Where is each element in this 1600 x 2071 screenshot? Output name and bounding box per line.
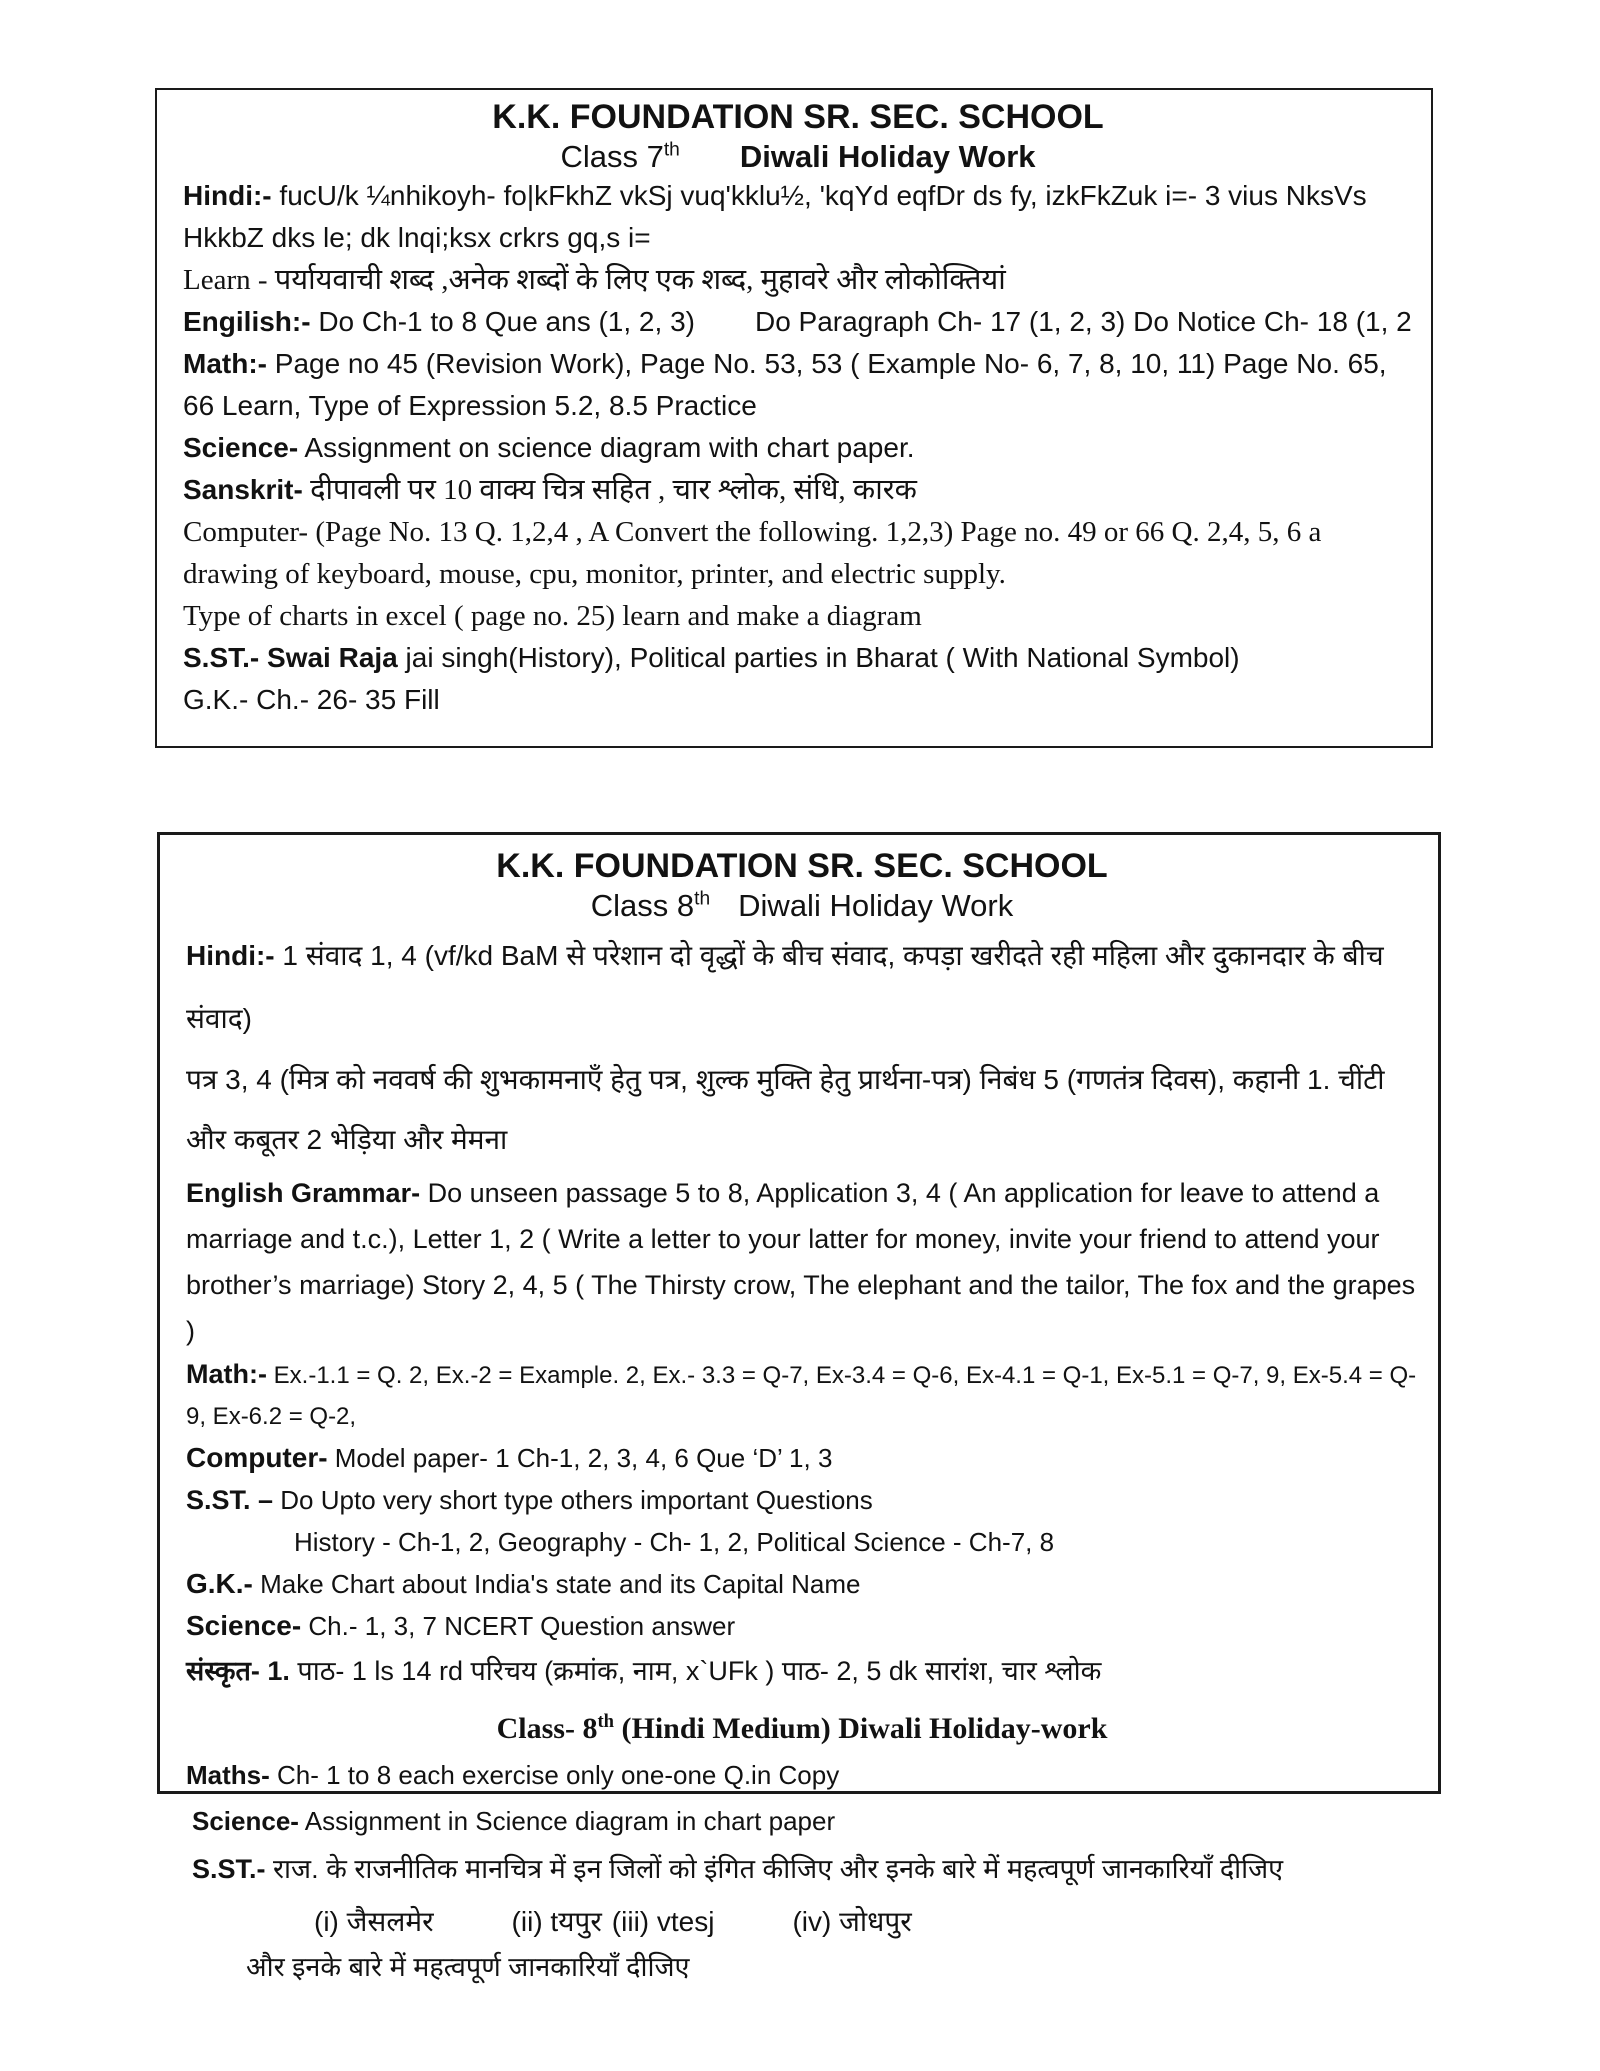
clipped-line: और इनके बारे में महत्वपूर्ण जानकारियाँ दीजिए: [246, 1952, 690, 1982]
class7-subtitle: [183, 139, 1413, 175]
science-label-hm: Science-: [192, 1806, 299, 1836]
math-assignment: Math:- Page no 45 (Revision Work), Page No. 53, 53 ( Example No- 6, 7, 8, 10, 11) Page No. 65, 66 Learn, Type of Expression 5.2, 8.5 Practice: [183, 348, 1387, 421]
maths-label-hm: Maths-: [186, 1760, 270, 1790]
computer-assignment-8: Computer- Model paper- 1 Ch-1, 2, 3, 4, 6 Que ‘D’ 1, 3: [186, 1442, 833, 1473]
sanskrit-label: Sanskrit-: [183, 474, 303, 505]
sst-assignment: S.ST.- Swai Raja jai singh(History), Political parties in Bharat ( With National Symbol): [183, 642, 1240, 673]
sanskrit-assignment-8: संस्कृत- 1. पाठ- 1 ls 14 rd परिचय (क्रमांक, नाम, x`UFk ) पाठ- 2, 5 dk सारांश, चार श्लोक: [186, 1656, 1102, 1686]
holiday-work-title: Diwali Holiday Work: [739, 139, 1036, 174]
computer-assignment: Computer- (Page No. 13 Q. 1,2,4 , A Convert the following. 1,2,3) Page no. 49 or 66 Q. 2,4, 5, 6 a drawing of keyboard, mouse, cpu, monitor, printer, and electric supply.: [183, 516, 1322, 590]
english-assignment: Engilish:- Do Ch-1 to 8 Que ans (1, 2, 3) Do Paragraph Ch- 17 (1, 2, 3) Do Notice Ch- 18 (1, 2: [183, 306, 1412, 337]
science-assignment: Science- Assignment on science diagram with chart paper.: [183, 432, 915, 463]
hindi-label-8: Hindi:-: [186, 940, 275, 971]
district-jodhpur: (iv) जोधपुर: [792, 1906, 912, 1937]
school-title-2: K.K. FOUNDATION SR. SEC. SCHOOL: [496, 847, 1108, 885]
hindi-medium-heading: Class- 8th (Hindi Medium) Diwali Holiday-work: [496, 1711, 1108, 1745]
learn-line: Learn - पर्यायवाची शब्द ,अनेक शब्दों के लिए एक शब्द, मुहावरे और लोकोक्तियां: [183, 264, 1006, 296]
sst-history-detail: History - Ch-1, 2, Geography - Ch- 1, 2, Political Science - Ch-7, 8: [294, 1527, 1055, 1557]
district-jaisalmer: (i) जैसलमेर: [314, 1906, 434, 1937]
sst-assignment-8: S.ST. – Do Upto very short type others important Questions: [186, 1485, 873, 1515]
gk-label-8: G.K.-: [186, 1568, 253, 1599]
gk-assignment-8: G.K.- Make Chart about India's state and its Capital Name: [186, 1568, 861, 1599]
maths-assignment-hm: Maths- Ch- 1 to 8 each exercise only one-one Q.in Copy: [186, 1760, 840, 1790]
english-grammar-assignment: English Grammar- Do unseen passage 5 to 8, Application 3, 4 ( An application for leave to attend a marriage and t.c.), Letter 1, 2 ( Write a letter to your latter for money, invite your friend to attend your brother’s marriage) Story 2, 4, 5 ( The Thirsty crow, The elephant and the tailor, The fox and the grapes ): [186, 1178, 1416, 1346]
sst-label-hm: S.ST.-: [192, 1854, 266, 1884]
math-label: Math:-: [183, 348, 267, 379]
math-label-8: Math:-: [186, 1359, 267, 1389]
class8-holiday-work-box: [157, 832, 1441, 1982]
district-jaipur: (ii) tयपुर: [511, 1906, 602, 1937]
computer-label-8: Computer-: [186, 1442, 328, 1473]
patra-line: पत्र 3, 4 (मित्र को नववर्ष की शुभकामनाएँ हेतु पत्र, शुल्क मुक्ति हेतु प्रार्थना-पत्र) निबंध 5 (गणतंत्र दिवस), कहानी 1. चींटी और कबूतर 2 भेड़िया और मेमना: [186, 1064, 1385, 1155]
hindi-assignment-8: Hindi:- 1 संवाद 1, 4 (vf/kd BaM से परेशान दो वृद्धों के बीच संवाद, कपड़ा खरीदते रही महिला और दुकानदार के बीच संवाद): [186, 940, 1384, 1034]
district-ajmer: (iii) vtesj: [611, 1906, 715, 1937]
science-label-8: Science-: [186, 1610, 302, 1641]
class7-holiday-work-box: [155, 88, 1433, 748]
english-label: Engilish:-: [183, 306, 311, 337]
hindi-label: Hindi:-: [183, 180, 272, 211]
sst-label-8: S.ST. –: [186, 1485, 274, 1515]
sanskrit-label-8: संस्कृत-: [186, 1656, 260, 1686]
excel-charts-line: Type of charts in excel ( page no. 25) learn and make a diagram: [183, 600, 922, 632]
class-number-2: Class 8th: [590, 888, 711, 923]
school-title: K.K. FOUNDATION SR. SEC. SCHOOL: [492, 98, 1104, 136]
science-assignment-8: Science- Ch.- 1, 3, 7 NCERT Question answer: [186, 1610, 736, 1641]
sst-assignment-hm: S.ST.- राज. के राजनीतिक मानचित्र में इन जिलों को इंगित कीजिए और इनके बारे में महत्वपूर्ण जानकारियाँ दीजिए: [192, 1854, 1284, 1884]
holiday-work-title-2: Diwali Holiday Work: [738, 888, 1014, 923]
english-grammar-label: English Grammar-: [186, 1178, 421, 1208]
science-assignment-hm: Science- Assignment in Science diagram in chart paper: [192, 1806, 836, 1836]
class-number: Class 7th: [560, 139, 680, 174]
math-assignment-8: Math:- Ex.-1.1 = Q. 2, Ex.-2 = Example. 2, Ex.- 3.3 = Q-7, Ex-3.4 = Q-6, Ex-4.1 = Q-1, Ex-5.1 = Q-7, 9, Ex-5.4 = Q-9, Ex-6.2 = Q-2,: [186, 1359, 1417, 1430]
science-label: Science-: [183, 432, 299, 463]
sst-label: S.ST.- Swai Raja: [183, 642, 398, 673]
hindi-assignment: Hindi:- fucU/k ¼nhikoyh- fo|kFkhZ vkSj vuq'kklu½, 'kqYd eqfDr ds fy, izkFkZuk i=- 3 vius NksVs HkkbZ dks le; dk lnqi;ksx crkrs gq,s i=: [183, 180, 1367, 253]
sanskrit-assignment: Sanskrit- दीपावली पर 10 वाक्य चित्र सहित , चार श्लोक, संधि, कारक: [183, 474, 917, 506]
class8-subtitle: [186, 888, 1418, 924]
districts-line: [186, 1894, 1418, 1950]
gk-assignment: G.K.- Ch.- 26- 35 Fill: [183, 684, 440, 715]
